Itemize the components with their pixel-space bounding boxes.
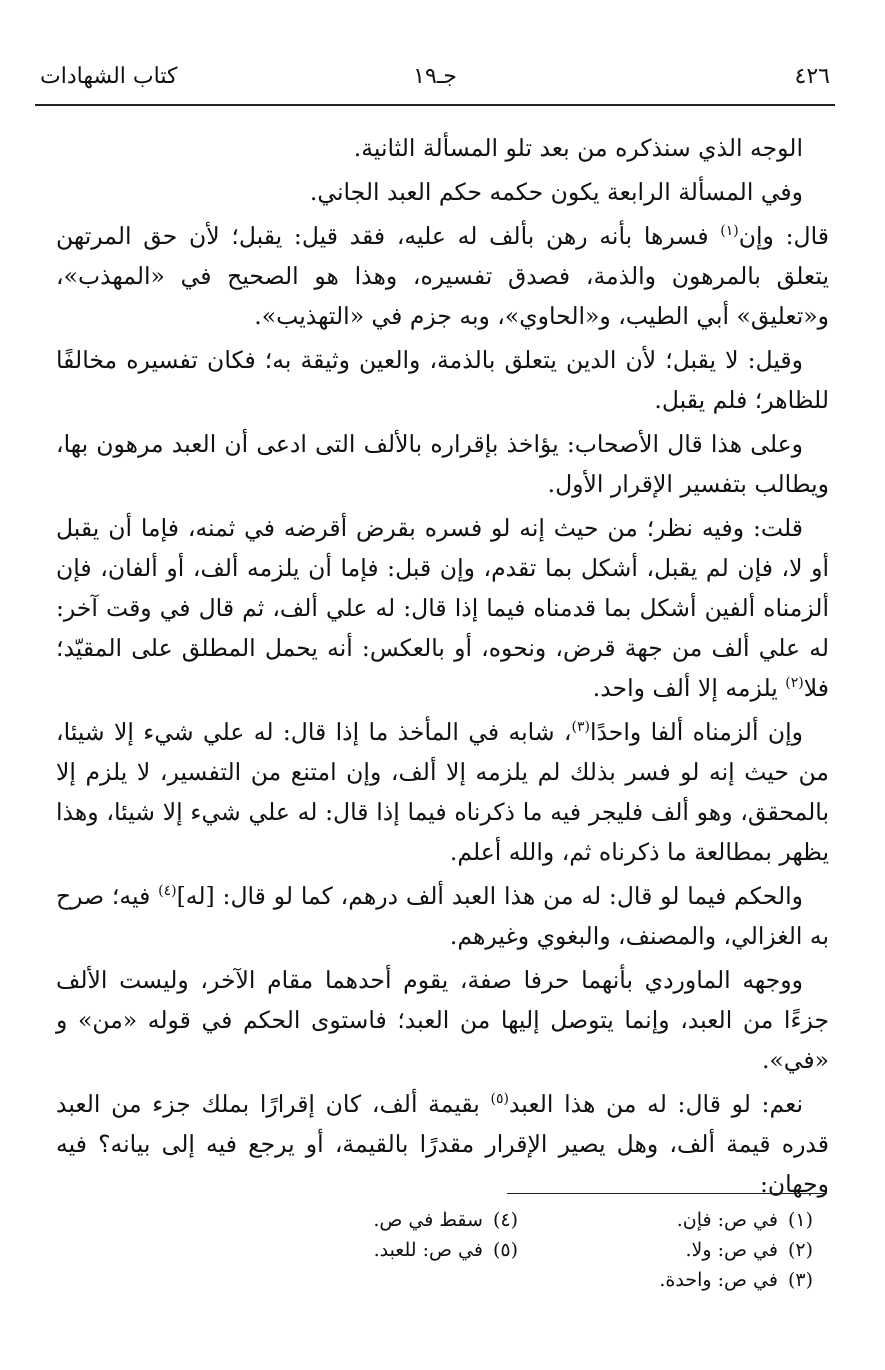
paragraph: وقيل: لا يقبل؛ لأن الدين يتعلق بالذمة، والعين وثيقة به؛ فكان تفسيره مخالفًا للظاهر؛ فلم يقبل. (56, 346, 829, 414)
page-number: ٤٢٦ (794, 64, 830, 89)
footnotes (273, 1205, 813, 1295)
footnote-ref: (٥) (490, 1091, 509, 1108)
paragraph: قال: وإن$^{(١)}$ فسرها بأنه رهن بألف له عليه، فقد قيل: يقبل؛ لأن حق المرتهن يتعلق بالمرهون والذمة، فصدق تفسيره، وهذا هو الصحيح في «المهذب»، و«تعليق» أبي الطيب، و«الحاوي»، وبه جزم في «التهذيب». (56, 222, 829, 330)
paragraph: وعلى هذا قال الأصحاب: يؤاخذ بإقراره بالألف التى ادعى أن العبد مرهون بها، ويطالب بتفسير الإقرار الأول. (56, 430, 829, 498)
paragraph: وإن ألزمناه ألفا واحدًا$^{(٣)}$، شابه في المأخذ ما إذا قال: له علي شيء إلا شيئا، من حيث إنه لو فسر بذلك لم يلزمه إلا ألف، وإن امتنع من التفسير، لا يلزم إلا بالمحقق، وهو ألف فليجر فيه ما ذكرناه فيما إذا قال: له علي شيء إلا شيئا، وهذا يظهر بمطالعة ما ذكرناه ثم، والله أعلم. (56, 718, 829, 866)
footnote: (٣)في ص: واحدة. (659, 1269, 813, 1291)
book-title: كتاب الشهادات (40, 64, 178, 89)
paragraph: الوجه الذي سنذكره من بعد تلو المسألة الثانية. (353, 134, 803, 162)
volume-number: جـ١٩ (413, 64, 457, 89)
footnote: (٥)في ص: للعبد. (373, 1239, 518, 1261)
footnote: (٢)في ص: ولا. (685, 1239, 813, 1261)
paragraph: والحكم فيما لو قال: له من هذا العبد ألف درهم، كما لو قال: [له]$^{(٤)}$ فيه؛ صرح به الغزالي، والمصنف، والبغوي وغيرهم. (56, 882, 829, 950)
paragraph: قلت: وفيه نظر؛ من حيث إنه لو فسره بقرض أقرضه في ثمنه، فإما أن يقبل أو لا، فإن لم يقبل، أشكل بما تقدم، وإن قبل: فإما أن يلزمه ألف، أو ألفان، فإن ألزمناه ألفين أشكل بما قدمناه فيما إذا قال: له علي ألف، ثم قال في وقت آخر: له علي ألف من جهة قرض، ونحوه، أو بالعكس: أنه يحمل المطلق على المقيّد؛ فلا$^{(٢)}$ يلزمه إلا ألف واحد. (56, 514, 829, 702)
footnote-ref: (٣) (571, 719, 590, 736)
footnote: (٤)سقط في ص. (373, 1209, 518, 1231)
footnote-ref: (٢) (785, 675, 804, 692)
footnote-ref: (٤) (158, 883, 177, 900)
body-text (56, 128, 829, 1208)
page-header (40, 62, 830, 102)
footnote-rule (507, 1193, 827, 1194)
paragraph: وفي المسألة الرابعة يكون حكمه حكم العبد الجاني. (309, 178, 803, 206)
paragraph: نعم: لو قال: له من هذا العبد$^{(٥)}$ بقيمة ألف، كان إقرارًا بملك جزء من العبد قدره قيمة ألف، وهل يصير الإقرار مقدرًا بالقيمة، أو يرجع فيه إلى بيانه؟ فيه وجهان: (56, 1090, 829, 1198)
header-rule (35, 104, 835, 106)
footnote: (١)في ص: فإن. (676, 1209, 813, 1231)
paragraph: ووجهه الماوردي بأنهما حرفا صفة، يقوم أحدهما مقام الآخر، وليست الألف جزءًا من العبد، وإنما يتوصل إليها من العبد؛ فاستوى الحكم في قوله «من» و «في». (56, 966, 829, 1074)
footnote-ref: (١) (720, 223, 739, 240)
